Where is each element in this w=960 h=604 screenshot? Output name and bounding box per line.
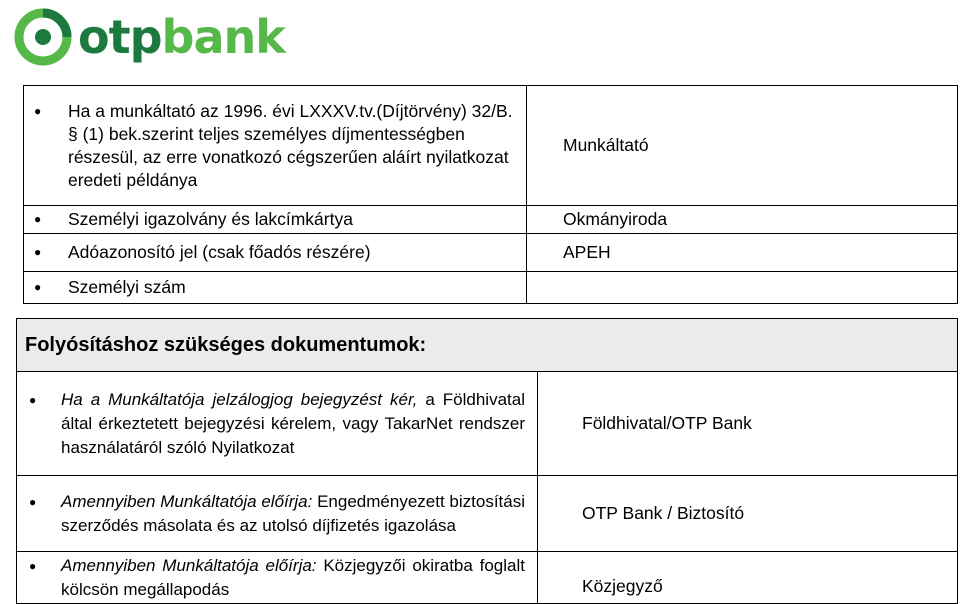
issuer-cell: Földhivatal/OTP Bank — [538, 372, 958, 476]
table-row — [24, 272, 958, 304]
bullet-item: ● Személyi szám — [24, 276, 526, 299]
table-row — [17, 552, 958, 604]
issuer-cell: APEH — [527, 234, 958, 272]
issuer-cell: Munkáltató — [527, 86, 958, 206]
otp-logo-mark-icon — [14, 8, 72, 66]
issuer-cell: OTP Bank / Biztosító — [538, 476, 958, 552]
issuer-cell: Okmányiroda — [527, 206, 958, 234]
otp-bank-logo — [14, 4, 285, 70]
condition-text: Amennyiben Munkáltatója előírja: — [61, 555, 317, 575]
table-cell — [24, 86, 527, 206]
document-text: Engedményezett biztosítási szerződés másolata és az utolsó díjfizetés igazolása — [61, 491, 525, 535]
issuer-cell — [527, 272, 958, 304]
issuer-cell: Közjegyző — [538, 552, 958, 604]
table-row — [24, 234, 958, 272]
table-row — [17, 372, 958, 476]
section-heading: Folyósításhoz szükséges dokumentumok: — [17, 319, 958, 372]
table-cell — [17, 476, 538, 552]
bullet-item — [17, 388, 537, 460]
bullet-item — [17, 490, 537, 538]
logo-wordmark — [78, 10, 285, 64]
bullet-item: ● Adóazonosító jel (csak főadós részére) — [24, 241, 526, 264]
table-header-row — [17, 319, 958, 372]
logo-otp-text: otp — [78, 10, 162, 64]
bullet-item — [17, 554, 537, 602]
table-row — [17, 476, 958, 552]
table-row — [24, 86, 958, 206]
condition-text: Amennyiben Munkáltatója előírja: — [61, 491, 313, 511]
disbursement-documents-table — [16, 318, 958, 604]
document-text: Közjegyzői okiratba foglalt kölcsön megállapodás — [61, 555, 525, 599]
table-cell — [24, 272, 527, 304]
table-cell — [24, 206, 527, 234]
table-cell — [17, 552, 538, 604]
bullet-item: ● Ha a munkáltató az 1996. évi LXXXV.tv.(Díjtörvény) 32/B. § (1) bek.szerint teljes személyes díjmentességben részesül, az erre vonatkozó cégszerűen aláírt nyilatkozat eredeti példánya — [24, 100, 526, 192]
documents-table — [23, 85, 958, 304]
table-row — [24, 206, 958, 234]
condition-text: Ha a Munkáltatója jelzálogjog bejegyzést kér, — [61, 389, 418, 409]
document-text: a Földhivatal által érkeztetett bejegyzési kérelem, vagy TakarNet rendszer használatáról szóló Nyilatkozat — [61, 389, 525, 457]
table-cell — [17, 372, 538, 476]
logo-bank-text: bank — [161, 10, 285, 64]
table-cell — [24, 234, 527, 272]
bullet-item: ● Személyi igazolvány és lakcímkártya — [24, 208, 526, 231]
